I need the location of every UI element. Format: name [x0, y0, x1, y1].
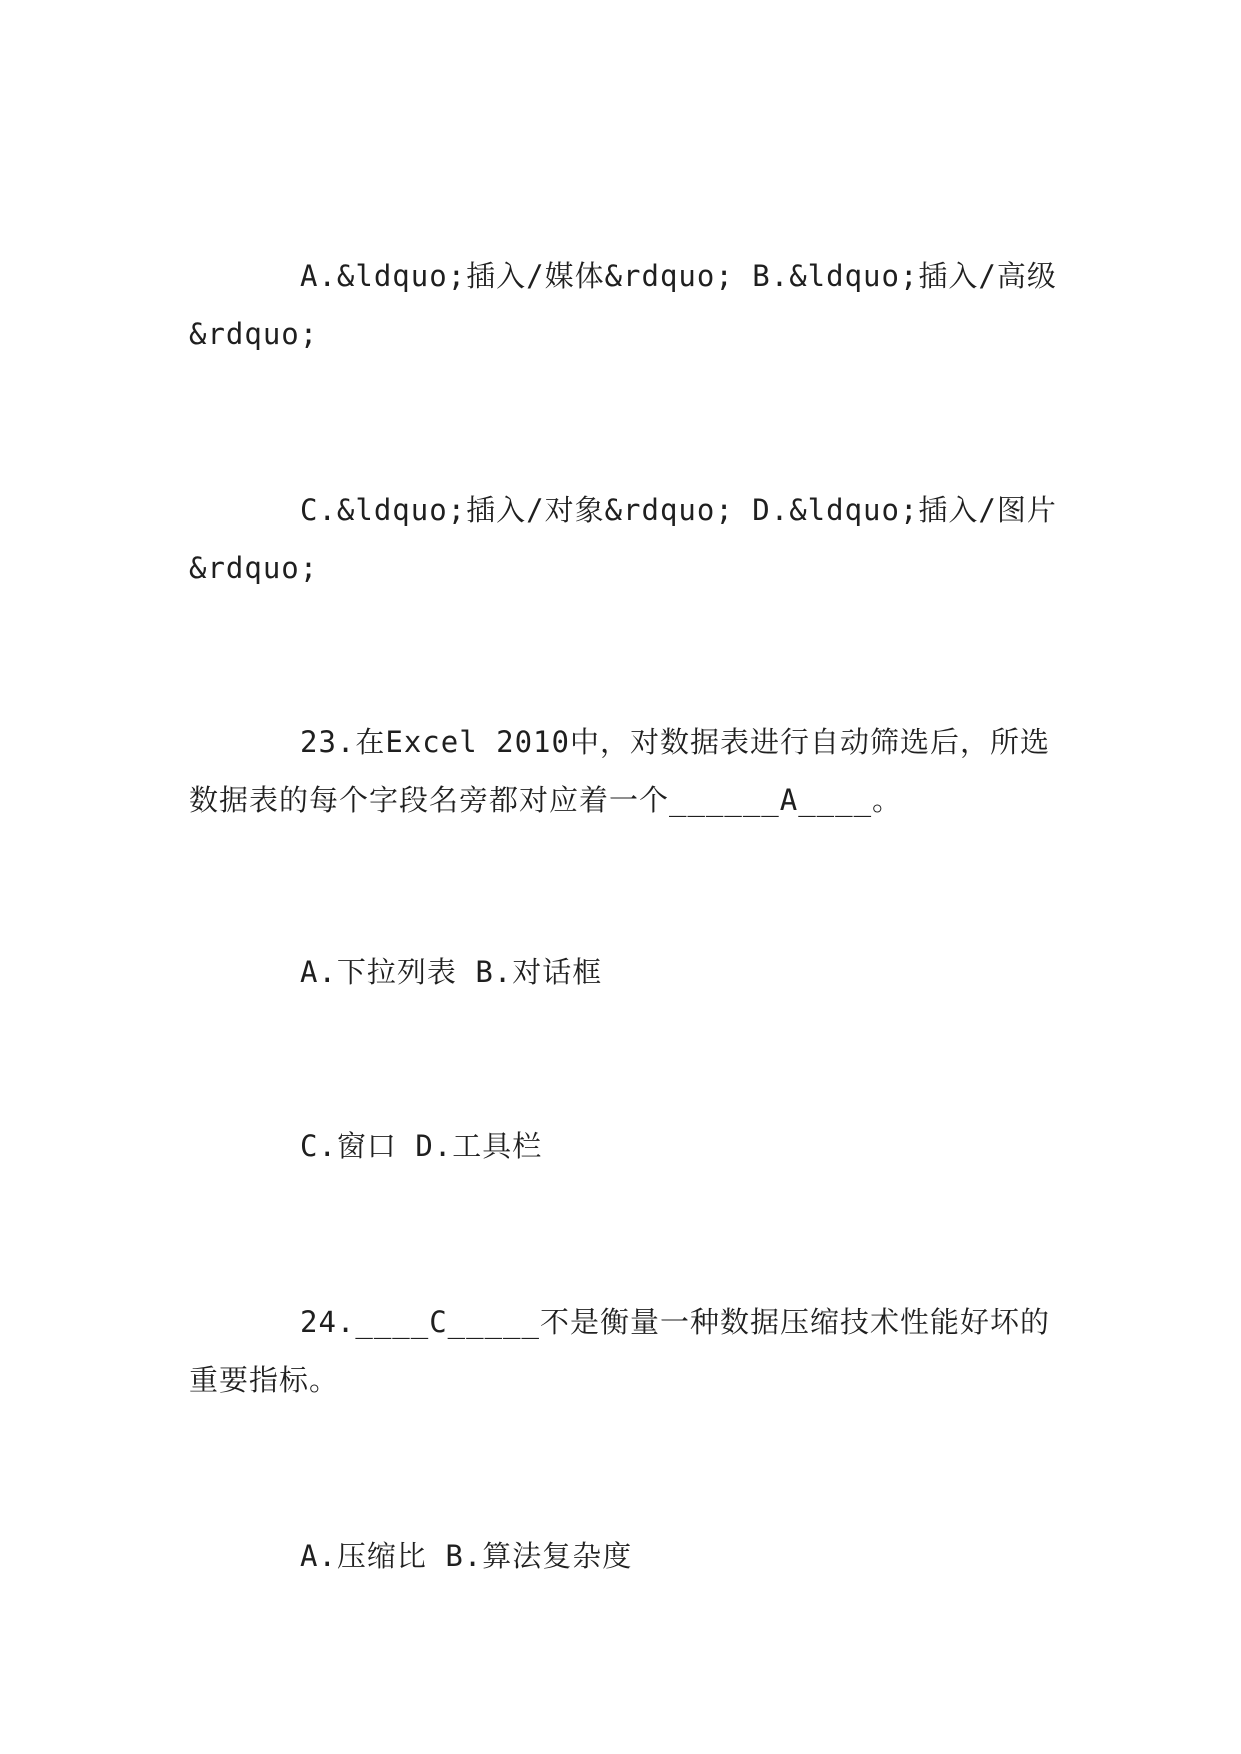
- option-line-c-d-q23: C.窗口 D.工具栏: [300, 1129, 543, 1163]
- option-line-a-b-q22: A.&ldquo;插入/媒体&rdquo; B.&ldquo;插入/高级&rdquo;: [189, 259, 1057, 351]
- option-line-a-b-q24: A.压缩比 B.算法复杂度: [300, 1539, 633, 1573]
- question-23: 23.在Excel 2010中，对数据表进行自动筛选后，所选数据表的每个字段名旁都对应着一个______A____。: [189, 725, 1050, 817]
- option-line-a-b-q23: A.下拉列表 B.对话框: [300, 955, 603, 989]
- question-24: 24.____C_____不是衡量一种数据压缩技术性能好坏的重要指标。: [189, 1305, 1050, 1397]
- option-line-c-d-q22: C.&ldquo;插入/对象&rdquo; D.&ldquo;插入/图片&rdquo;: [189, 493, 1057, 585]
